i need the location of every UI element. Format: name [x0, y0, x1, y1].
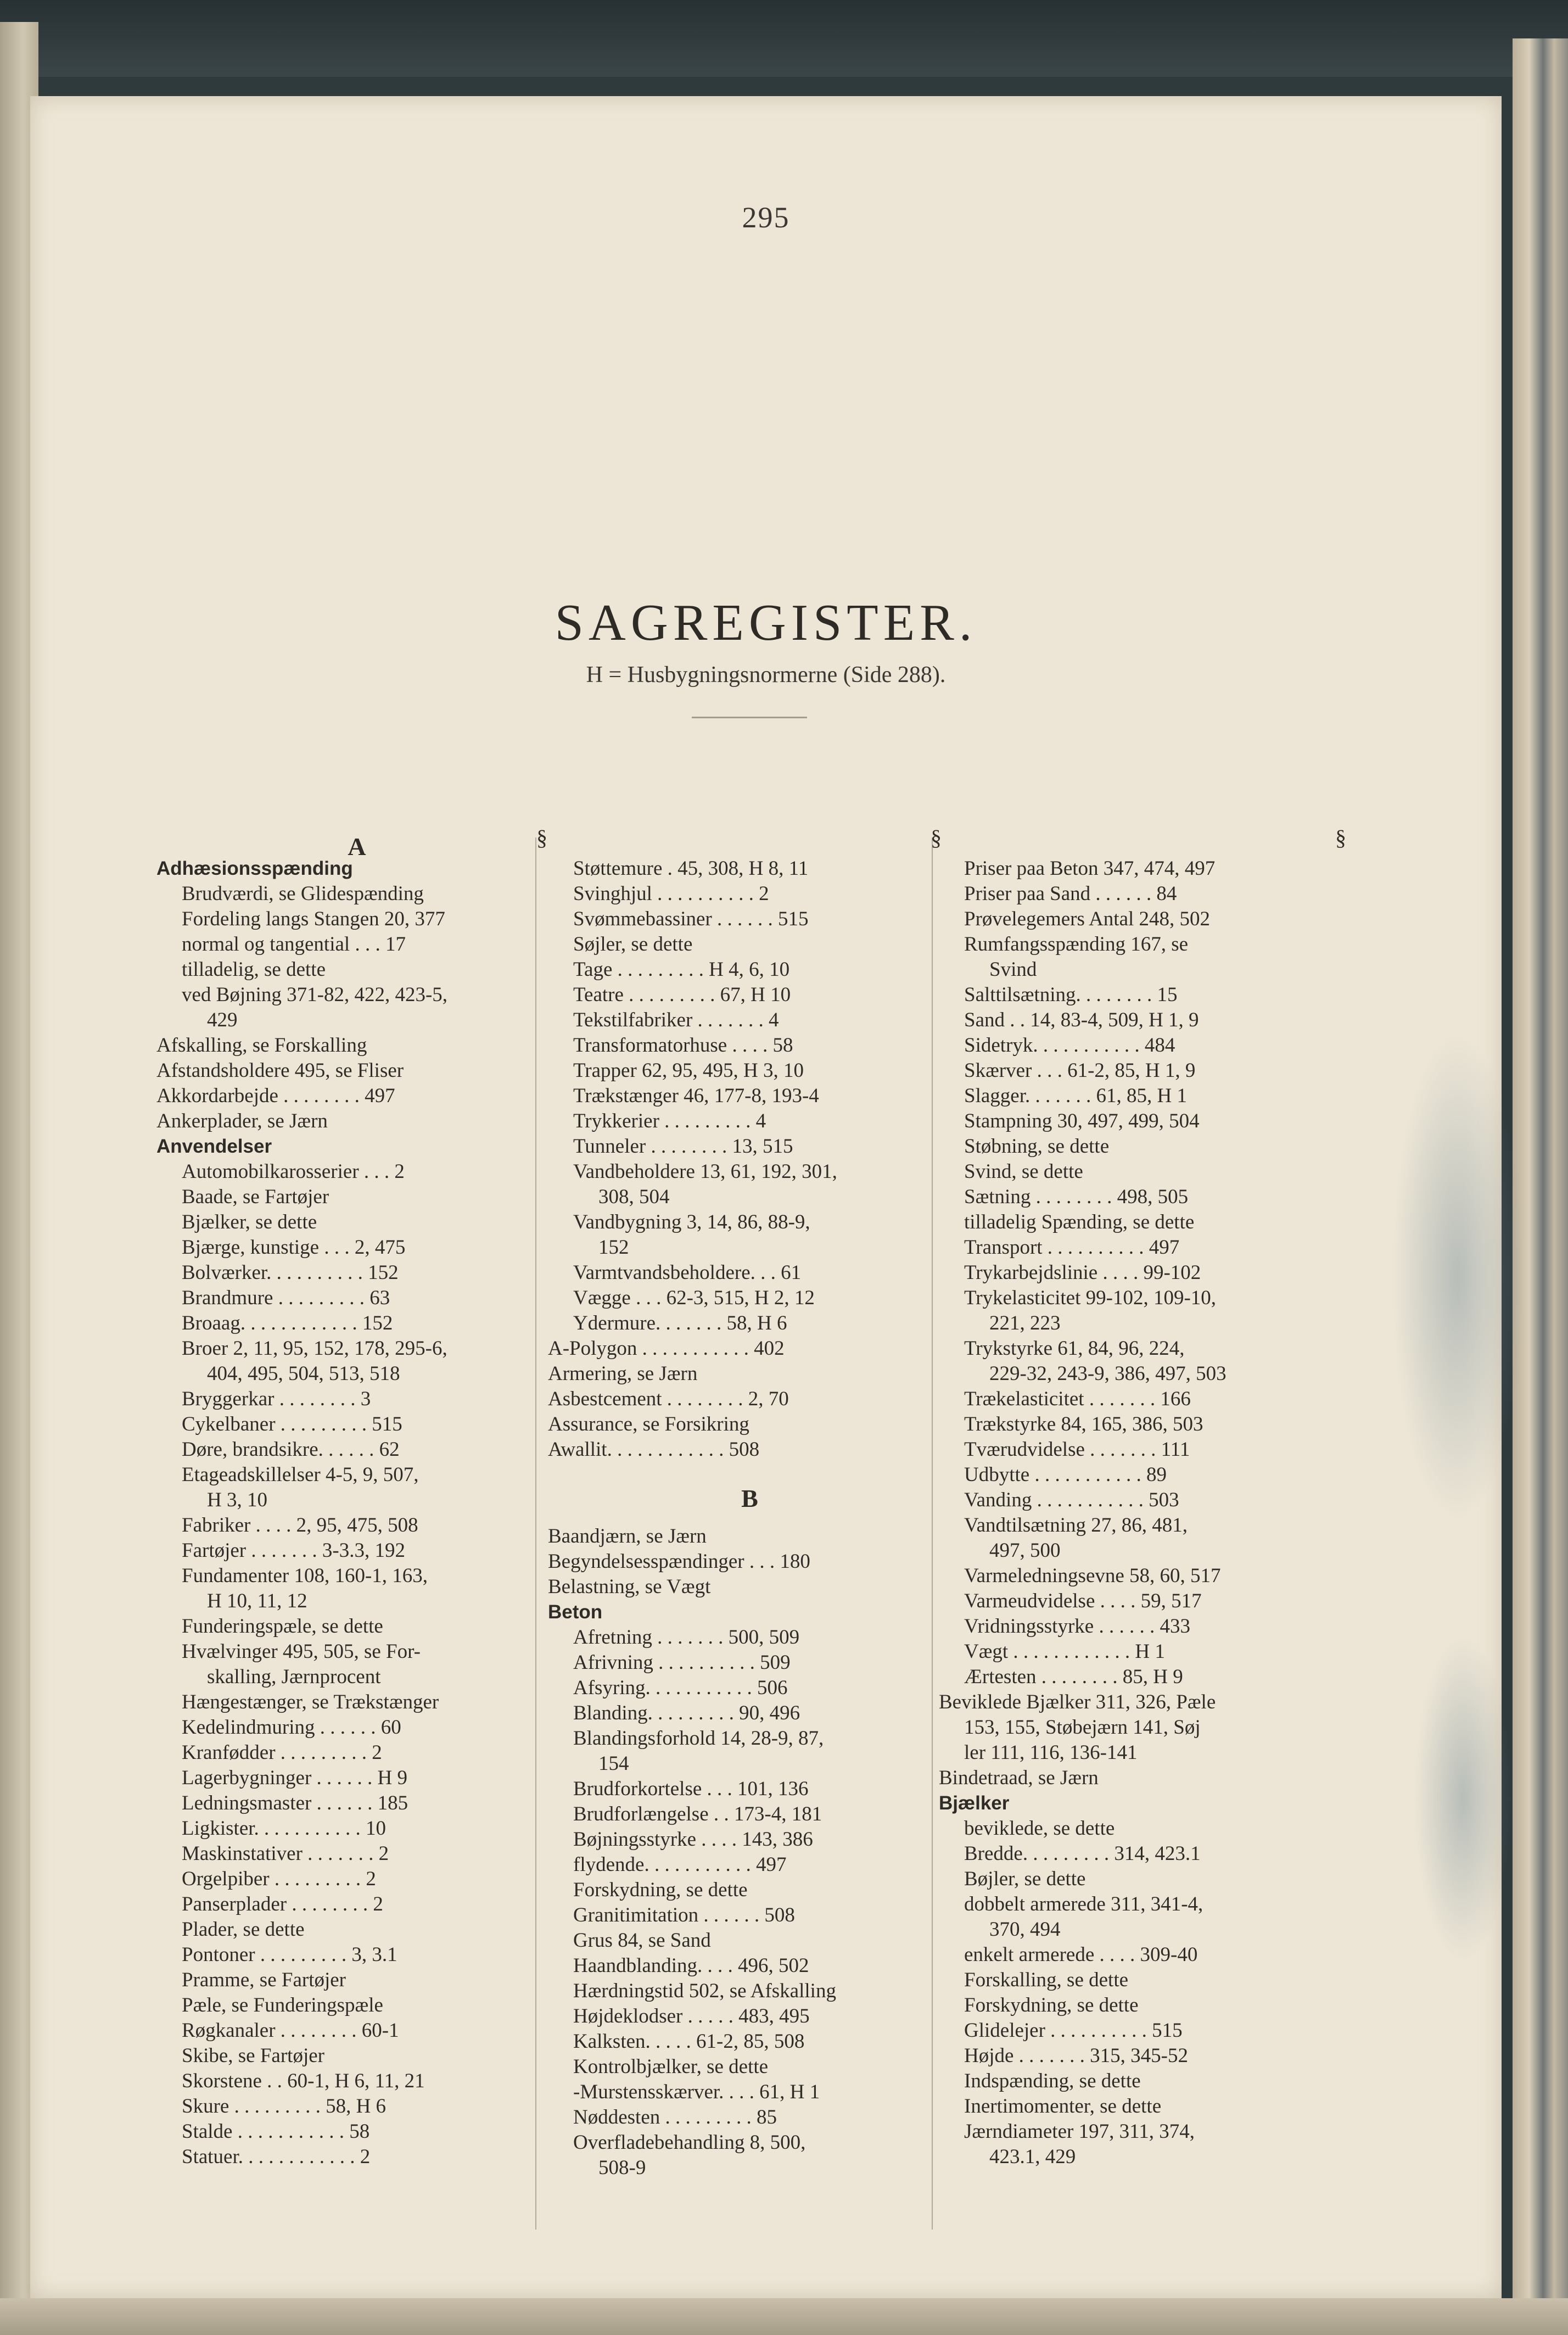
page-subtitle: H = Husbygningsnormerne (Side 288). [586, 662, 946, 688]
index-entry: flydende. . . . . . . . . . . 497 [573, 1853, 787, 1876]
index-entry: tilladelig, se dette [182, 958, 326, 981]
index-entry: Vandtilsætning 27, 86, 481, [964, 1514, 1188, 1537]
index-entry: Bøjler, se dette [964, 1868, 1086, 1890]
index-entry: Indspænding, se dette [964, 2070, 1141, 2092]
index-entry: Svind [989, 958, 1037, 981]
index-entry: Lagerbygninger . . . . . . H 9 [182, 1767, 408, 1789]
section-symbol: § [1335, 825, 1346, 850]
index-entries [156, 856, 557, 2170]
index-entry: Granitimitation . . . . . . 508 [573, 1904, 795, 1926]
index-heading: Anvendelser [156, 1136, 272, 1157]
index-entry: 370, 494 [989, 1918, 1061, 1941]
index-entry: Teatre . . . . . . . . . 67, H 10 [573, 984, 791, 1006]
index-entry: Sidetryk. . . . . . . . . . . 484 [964, 1034, 1175, 1057]
page-number: 295 [742, 201, 790, 234]
index-entry: Varmeudvidelse . . . . 59, 517 [964, 1590, 1202, 1612]
index-entry: Bredde. . . . . . . . . 314, 423.1 [964, 1842, 1201, 1865]
index-entry: Kalksten. . . . . 61-2, 85, 508 [573, 2030, 805, 2053]
index-entry: Priser paa Sand . . . . . . 84 [964, 882, 1177, 905]
index-entry: tilladelig Spænding, se dette [964, 1211, 1195, 1233]
index-entry: Højde . . . . . . . 315, 345-52 [964, 2044, 1188, 2067]
index-entry: 429 [207, 1009, 238, 1031]
index-entry: Statuer. . . . . . . . . . . . 2 [182, 2146, 371, 2168]
index-entry: 508-9 [598, 2157, 646, 2179]
index-column-3 [939, 825, 1356, 2170]
index-entry: dobbelt armerede 311, 341-4, [964, 1893, 1203, 1915]
index-entry: Tage . . . . . . . . . H 4, 6, 10 [573, 958, 790, 981]
index-entries [939, 856, 1356, 2170]
index-entry: Brudforkortelse . . . 101, 136 [573, 1778, 809, 1800]
index-entry: H 3, 10 [207, 1489, 267, 1511]
index-heading: Bjælker [939, 1792, 1010, 1814]
index-entry: Pæle, se Funderingspæle [182, 1994, 383, 2016]
index-entry: Belastning, se Vægt [548, 1576, 711, 1598]
index-entry: Automobilkarosserier . . . 2 [182, 1160, 405, 1183]
index-entry: Grus 84, se Sand [573, 1929, 711, 1952]
index-column-1 [156, 825, 557, 2170]
index-entry: Kontrolbjælker, se dette [573, 2055, 769, 2078]
book-page [30, 96, 1502, 2298]
index-entry: Maskinstativer . . . . . . . 2 [182, 1842, 389, 1865]
index-entry: Skorstene . . 60-1, H 6, 11, 21 [182, 2070, 425, 2092]
index-entry: 152 [598, 1236, 629, 1259]
index-entry: Funderingspæle, se dette [182, 1615, 383, 1638]
index-entry: -Murstensskærver. . . . 61, H 1 [573, 2081, 820, 2103]
index-entry: Pontoner . . . . . . . . . 3, 3.1 [182, 1943, 397, 1966]
index-entry: Asbestcement . . . . . . . . 2, 70 [548, 1388, 789, 1410]
index-entry: Røgkanaler . . . . . . . . 60-1 [182, 2019, 399, 2042]
section-symbol: § [536, 825, 547, 850]
index-entry: Afskalling, se Forskalling [156, 1034, 367, 1057]
index-entry: ved Bøjning 371-82, 422, 423-5, [182, 984, 448, 1006]
index-entry: Inertimomenter, se dette [964, 2095, 1162, 2118]
index-entry: Fabriker . . . . 2, 95, 475, 508 [182, 1514, 418, 1537]
index-entry: Svind, se dette [964, 1160, 1083, 1183]
index-entry: Bolværker. . . . . . . . . . 152 [182, 1261, 399, 1284]
index-entry: Vandbeholdere 13, 61, 192, 301, [573, 1160, 837, 1183]
index-entry: Hærdningstid 502, se Afskalling [573, 1980, 836, 2002]
index-entry: Awallit. . . . . . . . . . . . 508 [548, 1438, 760, 1461]
page-title: SAGREGISTER. [555, 594, 977, 651]
index-entry: Vægge . . . 62-3, 515, H 2, 12 [573, 1287, 815, 1309]
index-heading: Adhæsionsspænding [156, 858, 353, 879]
index-entry: Trækstænger 46, 177-8, 193-4 [573, 1085, 819, 1107]
index-entry: Beviklede Bjælker 311, 326, Pæle [939, 1691, 1216, 1713]
index-entry: enkelt armerede . . . . 309-40 [964, 1943, 1198, 1966]
index-entry: 308, 504 [598, 1186, 670, 1208]
index-entry: Forskydning, se dette [964, 1994, 1139, 2016]
index-entry: Blanding. . . . . . . . . 90, 496 [573, 1702, 800, 1724]
index-entry: 423.1, 429 [989, 2146, 1076, 2168]
index-entry: Akkordarbejde . . . . . . . . 497 [156, 1085, 395, 1107]
index-entry: Broaag. . . . . . . . . . . . 152 [182, 1312, 393, 1334]
index-entry: Transformatorhuse . . . . 58 [573, 1034, 793, 1057]
index-entry: Transport . . . . . . . . . . 497 [964, 1236, 1180, 1259]
index-entry: A-Polygon . . . . . . . . . . . 402 [548, 1337, 785, 1360]
index-entry: Skibe, se Fartøjer [182, 2044, 324, 2067]
index-entry: Varmtvandsbeholdere. . . 61 [573, 1261, 802, 1284]
book-cover-bottom [0, 2298, 1568, 2335]
index-entries [548, 1524, 951, 2181]
index-entry: Bjærge, kunstige . . . 2, 475 [182, 1236, 406, 1259]
index-entry: ler 111, 116, 136-141 [964, 1741, 1138, 1764]
index-entry: Hvælvinger 495, 505, se For- [182, 1640, 421, 1663]
index-entry: Trykstyrke 61, 84, 96, 224, [964, 1337, 1185, 1360]
index-entry: Ydermure. . . . . . . 58, H 6 [573, 1312, 787, 1334]
index-entry: beviklede, se dette [964, 1817, 1115, 1840]
index-entry: Nøddesten . . . . . . . . . 85 [573, 2106, 777, 2129]
index-entry: Ankerplader, se Jærn [156, 1110, 328, 1132]
index-entry: Støbning, se dette [964, 1135, 1110, 1158]
index-heading: Beton [548, 1601, 603, 1623]
index-entry: Kranfødder . . . . . . . . . 2 [182, 1741, 382, 1764]
index-entry: 154 [598, 1752, 629, 1775]
index-entry: Prøvelegemers Antal 248, 502 [964, 908, 1211, 930]
index-entry: Fartøjer . . . . . . . 3-3.3, 192 [182, 1539, 405, 1562]
index-entry: Jærndiameter 197, 311, 374, [964, 2120, 1195, 2143]
index-entry: Bøjningsstyrke . . . . 143, 386 [573, 1828, 813, 1851]
section-symbol: § [931, 825, 942, 850]
index-entry: Stalde . . . . . . . . . . . 58 [182, 2120, 370, 2143]
index-entry: Trykarbejdslinie . . . . 99-102 [964, 1261, 1201, 1284]
index-entry: 153, 155, Støbejærn 141, Søj [964, 1716, 1201, 1739]
index-entry: Etageadskillelser 4-5, 9, 507, [182, 1463, 419, 1486]
index-entry: Afstandsholdere 495, se Fliser [156, 1059, 404, 1082]
index-entry: Panserplader . . . . . . . . 2 [182, 1893, 383, 1915]
index-entry: Begyndelsesspændinger . . . 180 [548, 1550, 810, 1573]
index-entry: Tekstilfabriker . . . . . . . 4 [573, 1009, 779, 1031]
index-entry: Broer 2, 11, 95, 152, 178, 295-6, [182, 1337, 447, 1360]
index-entry: Sætning . . . . . . . . 498, 505 [964, 1186, 1189, 1208]
index-entry: Kedelindmuring . . . . . . 60 [182, 1716, 401, 1739]
index-entry: Armering, se Jærn [548, 1362, 698, 1385]
page-stain [1392, 1030, 1524, 1524]
index-entry: Hængestænger, se Trækstænger [182, 1691, 439, 1713]
index-entry: Bindetraad, se Jærn [939, 1767, 1099, 1789]
index-entry: Brandmure . . . . . . . . . 63 [182, 1287, 390, 1309]
index-entry: Slagger. . . . . . . 61, 85, H 1 [964, 1085, 1187, 1107]
index-entry: Tunneler . . . . . . . . 13, 515 [573, 1135, 793, 1158]
index-entry: Baandjærn, se Jærn [548, 1525, 707, 1548]
index-entry: Stampning 30, 497, 499, 504 [964, 1110, 1200, 1132]
index-entry: Trækstyrke 84, 165, 386, 503 [964, 1413, 1203, 1435]
book-cover-top [0, 0, 1568, 77]
index-entry: Skure . . . . . . . . . 58, H 6 [182, 2095, 387, 2118]
index-entry: Vægt . . . . . . . . . . . . H 1 [964, 1640, 1165, 1663]
index-entry: Orgelpiber . . . . . . . . . 2 [182, 1868, 376, 1890]
index-entry: Trapper 62, 95, 495, H 3, 10 [573, 1059, 804, 1082]
index-entry: Priser paa Beton 347, 474, 497 [964, 857, 1216, 880]
index-entry: Forskalling, se dette [964, 1969, 1129, 1991]
section-letter: B [741, 1484, 758, 1512]
index-entry: Udbytte . . . . . . . . . . . 89 [964, 1463, 1167, 1486]
index-entry: normal og tangential . . . 17 [182, 933, 406, 956]
index-entry: Døre, brandsikre. . . . . . 62 [182, 1438, 400, 1461]
index-entry: Fordeling langs Stangen 20, 377 [182, 908, 445, 930]
index-entry: Trykkerier . . . . . . . . . 4 [573, 1110, 766, 1132]
section-letter: A [348, 833, 366, 861]
index-entry: Trækelasticitet . . . . . . . 166 [964, 1388, 1191, 1410]
index-entry: 497, 500 [989, 1539, 1061, 1562]
index-entry: Vandbygning 3, 14, 86, 88-9, [573, 1211, 810, 1233]
index-entry: Støttemure . 45, 308, H 8, 11 [573, 857, 809, 880]
index-entry: Assurance, se Forsikring [548, 1413, 749, 1435]
index-entry: Vanding . . . . . . . . . . . 503 [964, 1489, 1179, 1511]
book-cover-right [1513, 38, 1568, 2335]
index-entry: Blandingsforhold 14, 28-9, 87, [573, 1727, 824, 1750]
index-entry: Vridningsstyrke . . . . . . 433 [964, 1615, 1190, 1638]
index-entry: Brudforlængelse . . 173-4, 181 [573, 1803, 822, 1825]
index-entry: Fundamenter 108, 160-1, 163, [182, 1565, 428, 1587]
index-column-2 [548, 825, 951, 2181]
index-entry: Varmeledningsevne 58, 60, 517 [964, 1565, 1221, 1587]
index-entry: Afsyring. . . . . . . . . . . 506 [573, 1677, 788, 1699]
index-entry: 221, 223 [989, 1312, 1061, 1334]
index-entry: Rumfangsspænding 167, se [964, 933, 1189, 956]
index-entry: Salttilsætning. . . . . . . . 15 [964, 984, 1178, 1006]
index-entry: Ledningsmaster . . . . . . 185 [182, 1792, 408, 1814]
index-entry: Bryggerkar . . . . . . . . 3 [182, 1388, 371, 1410]
index-entry: Skærver . . . 61-2, 85, H 1, 9 [964, 1059, 1196, 1082]
title-rule [692, 717, 807, 718]
index-entry: Ærtesten . . . . . . . . 85, H 9 [964, 1666, 1183, 1688]
index-entry: 229-32, 243-9, 386, 497, 503 [989, 1362, 1227, 1385]
index-entry: Højdeklodser . . . . . 483, 495 [573, 2005, 810, 2027]
index-entry: Ligkister. . . . . . . . . . . 10 [182, 1817, 387, 1840]
index-entry: Søjler, se dette [573, 933, 693, 956]
index-entry: skalling, Jærnprocent [207, 1666, 381, 1688]
index-entry: Glidelejer . . . . . . . . . . 515 [964, 2019, 1183, 2042]
index-entry: H 10, 11, 12 [207, 1590, 307, 1612]
column-header [156, 825, 557, 861]
index-entry: Tværudvidelse . . . . . . . 111 [964, 1438, 1190, 1461]
index-entry: Svinghjul . . . . . . . . . . 2 [573, 882, 769, 905]
index-entry: Afretning . . . . . . . 500, 509 [573, 1626, 800, 1649]
index-entry: Overfladebehandling 8, 500, [573, 2131, 806, 2154]
index-entry: Forskydning, se dette [573, 1879, 748, 1901]
index-entry: 404, 495, 504, 513, 518 [207, 1362, 400, 1385]
index-entry: Svømmebassiner . . . . . . 515 [573, 908, 809, 930]
index-entry: Trykelasticitet 99-102, 109-10, [964, 1287, 1217, 1309]
column-header [939, 825, 1356, 856]
index-entry: Cykelbaner . . . . . . . . . 515 [182, 1413, 402, 1435]
index-entry: Brudværdi, se Glidespænding [182, 882, 424, 905]
column-header [548, 825, 951, 856]
index-entries [548, 856, 951, 1462]
page-stain [1414, 1634, 1513, 1963]
index-entry: Bjælker, se dette [182, 1211, 317, 1233]
index-entry: Sand . . 14, 83-4, 509, H 1, 9 [964, 1009, 1199, 1031]
index-entry: Haandblanding. . . . 496, 502 [573, 1954, 809, 1977]
index-entry: Plader, se dette [182, 1918, 305, 1941]
index-entry: Pramme, se Fartøjer [182, 1969, 346, 1991]
index-entry: Baade, se Fartøjer [182, 1186, 329, 1208]
index-entry: Afrivning . . . . . . . . . . 509 [573, 1651, 791, 1674]
